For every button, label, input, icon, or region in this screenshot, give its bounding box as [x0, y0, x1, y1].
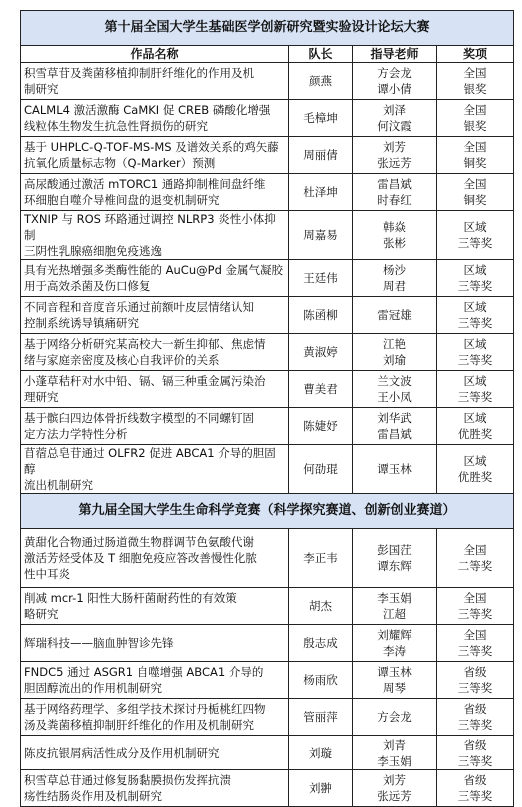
cell-line: 张彬: [383, 236, 406, 250]
cell-line: 刘耀辉: [377, 628, 412, 642]
cell-line: 全国: [463, 103, 487, 117]
awards-table: [20, 10, 514, 807]
team-leader: 周嘉易: [289, 211, 353, 260]
cell-line: 三阴性乳腺癌细胞免疫逃逸: [24, 244, 162, 258]
section2-title: 第九届全国大学生生命科学竞赛（科学探究赛道、创新创业赛道）: [21, 494, 514, 529]
cell-line: 时春红: [377, 193, 412, 207]
cell-line: 全国: [463, 140, 487, 154]
cell-line: 削减 mcr-1 阳性大肠杆菌耐药性的有效策: [24, 591, 237, 605]
team-leader: 颜燕: [289, 63, 353, 100]
cell-line: 江艳: [383, 337, 406, 351]
advisors: [353, 662, 437, 699]
work-title: [21, 770, 289, 807]
table-row: [21, 445, 514, 494]
table-header-row: [21, 46, 514, 63]
cell-line: 铜奖: [463, 193, 487, 207]
cell-line: 三等奖: [457, 607, 493, 621]
cell-line: 绪与家庭亲密度及核心自我评价的关系: [24, 353, 220, 367]
work-title: [21, 297, 289, 334]
cell-line: 江超: [383, 607, 406, 621]
cell-line: 三等奖: [457, 236, 493, 250]
cell-line: 略研究: [24, 607, 59, 621]
award: [437, 408, 514, 445]
cell-line: 性中耳炎: [24, 567, 70, 581]
advisors: [353, 770, 437, 807]
cell-line: 积雪草总苷通过修复肠黏膜损伤发挥抗溃: [24, 773, 231, 787]
award: [437, 297, 514, 334]
cell-line: 李玉娟: [377, 753, 412, 768]
advisors: [353, 736, 437, 770]
award: [437, 736, 514, 770]
cell-line: 刘青: [383, 737, 406, 752]
team-leader: 殷志成: [289, 625, 353, 662]
cell-line: 区域: [463, 300, 487, 314]
cell-line: 环细胞自噬介导椎间盘的退变机制研究: [24, 193, 220, 207]
table-row: [21, 529, 514, 588]
cell-line: 全国: [463, 543, 487, 557]
cell-line: 全国: [463, 628, 487, 642]
work-title: [21, 371, 289, 408]
team-leader: 胡杰: [289, 588, 353, 625]
cell-line: 李涛: [383, 644, 406, 658]
advisors: [353, 297, 437, 334]
award: [437, 625, 514, 662]
cell-line: 高尿酸通过激活 mTORC1 通路抑制椎间盘纤维: [24, 177, 266, 191]
cell-line: 三等奖: [457, 681, 493, 695]
cell-line: 区域: [463, 454, 487, 468]
team-leader: 管丽萍: [289, 699, 353, 736]
cell-line: 兰文波: [377, 374, 412, 388]
work-title: [21, 334, 289, 371]
cell-line: FNDC5 通过 ASGR1 自噬增强 ABCA1 介导的: [24, 665, 264, 679]
advisors: [353, 137, 437, 174]
cell-line: 陈皮抗银屑病活性成分及作用机制研究: [24, 745, 220, 760]
work-title: [21, 625, 289, 662]
cell-line: 理研究: [24, 390, 59, 404]
cell-line: 李玉娟: [377, 591, 412, 605]
cell-line: CALML4 激活激酶 CaMKI 促 CREB 磷酸化增强: [24, 103, 271, 117]
team-leader: 刘翀: [289, 770, 353, 807]
advisors: [353, 371, 437, 408]
cell-line: 线粒体生物发生抗急性肾损伤的研究: [24, 119, 208, 133]
award: [437, 662, 514, 699]
cell-line: 区域: [463, 337, 487, 351]
cell-line: 刘瑜: [383, 353, 406, 367]
cell-line: 抗氧化质量标志物（Q-Marker）预测: [24, 156, 216, 170]
award: [437, 588, 514, 625]
team-leader: 何劭琨: [289, 445, 353, 494]
work-title: [21, 662, 289, 699]
team-leader: 刘璇: [289, 736, 353, 770]
cell-line: 张远芳: [377, 156, 412, 170]
work-title: [21, 408, 289, 445]
cell-line: 疡性结肠炎作用及机制研究: [24, 789, 162, 803]
cell-line: 三等奖: [457, 644, 493, 658]
cell-line: 周琴: [383, 681, 406, 695]
work-title: [21, 63, 289, 100]
table-row: [21, 137, 514, 174]
table-row: [21, 625, 514, 662]
cell-line: 全国: [463, 177, 487, 191]
award: [437, 334, 514, 371]
advisors: [353, 211, 437, 260]
advisors: [353, 100, 437, 137]
award: [437, 100, 514, 137]
cell-line: 周君: [383, 279, 406, 293]
work-title: [21, 529, 289, 588]
advisors: [353, 699, 437, 736]
cell-line: TXNIP 与 ROS 环路通过调控 NLRP3 炎性小体抑制: [24, 212, 276, 242]
cell-line: 杨沙: [383, 263, 406, 277]
team-leader: 陈函柳: [289, 297, 353, 334]
cell-line: 省级: [463, 737, 487, 752]
cell-line: 何汶霞: [377, 119, 412, 133]
cell-line: 区域: [463, 374, 487, 388]
table-row: [21, 211, 514, 260]
cell-line: 张远芳: [377, 789, 412, 803]
cell-line: 区域: [463, 220, 487, 234]
work-title: [21, 137, 289, 174]
award: [437, 63, 514, 100]
table-row: [21, 770, 514, 807]
award: [437, 529, 514, 588]
cell-line: 积雪草苷及粪菌移植抑制肝纤维化的作用及机: [24, 66, 254, 80]
cell-line: 刘芳: [383, 773, 406, 787]
cell-line: 铜奖: [463, 156, 487, 170]
table-row: [21, 63, 514, 100]
award: [437, 137, 514, 174]
cell-line: 基于 UHPLC-Q-TOF-MS-MS 及谱效关系的鸡矢藤: [24, 140, 279, 154]
cell-line: 彭国茳: [377, 543, 412, 557]
team-leader: 杜泽坤: [289, 174, 353, 211]
cell-line: 雷昌斌: [377, 177, 412, 191]
award: [437, 770, 514, 807]
work-title: [21, 260, 289, 297]
header-leader: 队长: [289, 46, 353, 63]
advisors: [353, 625, 437, 662]
cell-line: 谭东辉: [377, 559, 412, 573]
cell-line: 定方法力学特性分析: [24, 427, 128, 441]
team-leader: 毛樟坤: [289, 100, 353, 137]
cell-line: 谭玉林: [377, 462, 412, 476]
advisors: [353, 529, 437, 588]
header-award: 奖项: [437, 46, 514, 63]
award: [437, 260, 514, 297]
team-leader: 杨雨欣: [289, 662, 353, 699]
cell-line: 苜蓿总皂苷通过 OLFR2 促进 ABCA1 介导的胆固醇: [24, 446, 276, 476]
cell-line: 胆固醇流出的作用机制研究: [24, 681, 162, 695]
team-leader: 周丽倩: [289, 137, 353, 174]
table-row: [21, 371, 514, 408]
cell-line: 省级: [463, 665, 487, 679]
advisors: [353, 408, 437, 445]
cell-line: 省级: [463, 773, 487, 787]
work-title: [21, 174, 289, 211]
work-title: [21, 100, 289, 137]
work-title: [21, 699, 289, 736]
table-row: [21, 174, 514, 211]
cell-line: 银奖: [463, 119, 487, 133]
cell-line: 王小凤: [377, 390, 412, 404]
cell-line: 三等奖: [457, 718, 493, 732]
cell-line: 优胜奖: [457, 427, 493, 441]
work-title: [21, 588, 289, 625]
cell-line: 韩焱: [383, 220, 406, 234]
award: [437, 699, 514, 736]
advisors: [353, 588, 437, 625]
section1-title: 第十届全国大学生基础医学创新研究暨实验设计论坛大赛: [21, 11, 514, 46]
cell-line: 二等奖: [457, 559, 493, 573]
header-advisor: 指导老师: [353, 46, 437, 63]
table-row: [21, 588, 514, 625]
advisors: [353, 334, 437, 371]
cell-line: 不同音程和音度音乐通过前额叶皮层情绪认知: [24, 300, 254, 314]
cell-line: 区域: [463, 263, 487, 277]
cell-line: 用于高效杀菌及伤口修复: [24, 279, 151, 293]
awards-document: [20, 10, 513, 807]
cell-line: 控制系统诱导镇痛研究: [24, 316, 139, 330]
cell-line: 辉瑞科技——脑血肿智诊先锋: [24, 636, 174, 650]
team-leader: 李正韦: [289, 529, 353, 588]
cell-line: 全国: [463, 591, 487, 605]
cell-line: 基于网络分析研究某高校大一新生抑郁、焦虑情: [24, 337, 266, 351]
table-row: [21, 334, 514, 371]
award: [437, 174, 514, 211]
cell-line: 谭玉林: [377, 665, 412, 679]
cell-line: 银奖: [463, 82, 487, 96]
table-row: [21, 736, 514, 770]
cell-line: 三等奖: [457, 753, 493, 768]
cell-line: 刘泽: [383, 103, 406, 117]
team-leader: 王廷伟: [289, 260, 353, 297]
table-row: [21, 408, 514, 445]
advisors: [353, 174, 437, 211]
award: [437, 211, 514, 260]
cell-line: 三等奖: [457, 390, 493, 404]
cell-line: 制研究: [24, 82, 59, 96]
cell-line: 三等奖: [457, 789, 493, 803]
table-row: [21, 100, 514, 137]
work-title: [21, 211, 289, 260]
team-leader: 黄淑婷: [289, 334, 353, 371]
work-title: [21, 445, 289, 494]
cell-line: 雷冠雄: [377, 308, 412, 322]
cell-line: 雷昌斌: [377, 427, 412, 441]
team-leader: 陈婕妤: [289, 408, 353, 445]
cell-line: 流出机制研究: [24, 478, 93, 492]
work-title: [21, 736, 289, 770]
cell-line: 基于髌臼四边体骨折线数字模型的不同螺钉固: [24, 411, 254, 425]
cell-line: 优胜奖: [457, 470, 493, 484]
award: [437, 371, 514, 408]
table-row: [21, 297, 514, 334]
cell-line: 具有光热增强多类酶性能的 AuCu@Pd 金属气凝胶: [24, 263, 284, 277]
advisors: [353, 445, 437, 494]
header-work: 作品名称: [21, 46, 289, 63]
cell-line: 省级: [463, 702, 487, 716]
table-row: [21, 260, 514, 297]
advisors: [353, 63, 437, 100]
cell-line: 三等奖: [457, 316, 493, 330]
award: [437, 445, 514, 494]
cell-line: 方会龙: [377, 66, 412, 80]
cell-line: 三等奖: [457, 279, 493, 293]
cell-line: 刘芳: [383, 140, 406, 154]
cell-line: 全国: [463, 66, 487, 80]
team-leader: 曹美君: [289, 371, 353, 408]
cell-line: 基于网络药理学、多组学技术探讨丹栀桃红四物: [24, 702, 266, 716]
cell-line: 刘华武: [377, 411, 412, 425]
cell-line: 谭小倩: [377, 82, 412, 96]
cell-line: 小蓬草秸秆对水中铅、镉、镉三种重金属污染治: [24, 374, 266, 388]
table-row: [21, 699, 514, 736]
cell-line: 区域: [463, 411, 487, 425]
cell-line: 方会龙: [377, 710, 412, 724]
cell-line: 激活芳烃受体及 T 细胞免疫应答改善慢性化脓: [24, 551, 257, 565]
table-row: [21, 662, 514, 699]
advisors: [353, 260, 437, 297]
cell-line: 黄甜化合物通过肠道微生物群调节色氨酸代谢: [24, 535, 254, 549]
cell-line: 汤及粪菌移植抑制肝纤维化的作用及机制研究: [24, 718, 254, 732]
cell-line: 三等奖: [457, 353, 493, 367]
